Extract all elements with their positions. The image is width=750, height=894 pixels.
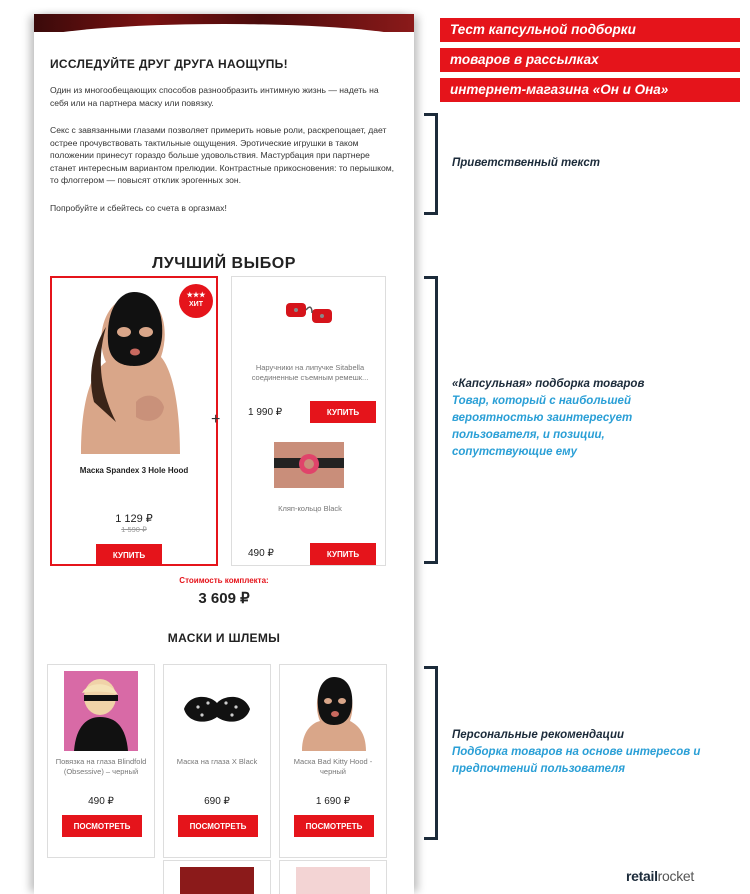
side-buy-button-2[interactable]: КУПИТЬ <box>310 543 376 565</box>
capsule-bracket <box>424 276 438 564</box>
rec-price-3: 1 690 ₽ <box>315 796 351 807</box>
welcome-bracket <box>424 113 438 215</box>
hero-product-old-price: 1 590 ₽ <box>121 525 147 534</box>
hero-product-image <box>76 282 186 454</box>
kit-total-price: 3 609 ₽ <box>198 590 250 607</box>
rec-view-button-1[interactable]: ПОСМОТРЕТЬ <box>62 815 142 837</box>
side-buy-button-1[interactable]: КУПИТЬ <box>310 401 376 423</box>
personal-note-desc: Подборка товаров на основе интересов и предпочтений пользователя <box>452 746 701 775</box>
hero-product-card[interactable] <box>50 276 221 566</box>
title-tag-line-3: интернет-магазина «Он и Она» <box>440 78 740 102</box>
side-product-name-1[interactable]: Наручники на липучке Sitabella соединенные съемным ремешк... <box>251 363 369 382</box>
email-preview <box>34 14 414 894</box>
hit-badge <box>179 284 213 318</box>
brand-bold: retail <box>626 868 658 884</box>
retailrocket-logo <box>626 868 694 884</box>
masks-section-title: МАСКИ И ШЛЕМЫ <box>167 631 281 645</box>
plus-sign: + <box>211 411 221 428</box>
capsule-note <box>452 376 702 461</box>
hood-image <box>296 671 370 751</box>
intro-title: ИССЛЕДУЙТЕ ДРУГ ДРУГА НАОЩУПЬ! <box>50 57 288 71</box>
partial-product-image <box>296 867 370 894</box>
side-product-name-2[interactable]: Кляп-кольцо Black <box>278 504 342 513</box>
handcuffs-image <box>282 295 336 331</box>
hero-product-name[interactable]: Маска Spandex 3 Hole Hood <box>79 466 189 475</box>
eye-mask-image <box>180 671 254 751</box>
hero-buy-button[interactable]: КУПИТЬ <box>96 544 162 566</box>
intro-paragraph-3: Попробуйте и сбейтесь со счета в оргазмах! <box>50 203 227 213</box>
side-products-card <box>231 276 386 566</box>
rec-name-2[interactable]: Маска на глаза X Black <box>176 757 258 766</box>
kit-price-label: Стоимость комплекта: <box>179 576 269 585</box>
intro-paragraph-1: Один из многообещающих способов разнообразить интимную жизнь — надеть на себя или на партнера маску или повязку. <box>50 85 379 108</box>
rec-card-3[interactable] <box>279 664 387 858</box>
capsule-note-title: «Капсульная» подборка товаров <box>452 378 645 390</box>
rec-name-1[interactable]: Повязка на глаза Blindfold (Obsessive) – черный <box>55 757 147 776</box>
rec-view-button-3[interactable]: ПОСМОТРЕТЬ <box>294 815 374 837</box>
welcome-note <box>452 155 742 172</box>
welcome-note-text: Приветственный текст <box>452 157 600 169</box>
brand-light: rocket <box>657 868 694 884</box>
side-product-price-1: 1 990 ₽ <box>248 407 283 418</box>
rec-view-button-2[interactable]: ПОСМОТРЕТЬ <box>178 815 258 837</box>
rec-card-partial-1 <box>163 860 271 894</box>
personal-note <box>452 727 747 778</box>
personal-note-title: Персональные рекомендации <box>452 729 625 741</box>
rec-price-1: 490 ₽ <box>88 796 114 807</box>
best-choice-title: ЛУЧШИЙ ВЫБОР <box>152 255 296 272</box>
ball-gag-image <box>274 442 344 488</box>
rec-price-2: 690 ₽ <box>204 796 230 807</box>
partial-product-image <box>180 867 254 894</box>
rec-card-1[interactable] <box>47 664 155 858</box>
capsule-note-desc: Товар, который с наибольшей вероятностью заинтересует пользователя, и позиции, сопутствующие ему <box>452 395 633 458</box>
hit-badge-label: ХИТ <box>189 301 203 308</box>
rec-card-partial-2 <box>279 860 387 894</box>
side-product-price-2: 490 ₽ <box>248 548 274 559</box>
personal-bracket <box>424 666 438 840</box>
rec-name-3[interactable]: Маска Bad Kitty Hood - черный <box>293 757 373 776</box>
blindfold-image <box>64 671 138 751</box>
intro-paragraph-2: Секс с завязанными глазами позволяет примерить новые роли, раскрепощает, дает острее прочувствовать тактильные ощущения. Эротические игрушки в таком положении принесут гораздо больше удовольствия. Мастурбация при партнере станет интересным вариантом прелюдии. Контрастные прикосновения: то перышком, то флоггером — повысят отклик эрогенных зон. <box>50 125 395 185</box>
title-tag-line-2: товаров в рассылках <box>440 48 740 72</box>
title-tag-line-1: Тест капсульной подборки <box>440 18 740 42</box>
rec-card-2[interactable] <box>163 664 271 858</box>
stars-icon: ★★★ <box>186 292 206 299</box>
hero-product-price: 1 129 ₽ <box>115 513 153 525</box>
